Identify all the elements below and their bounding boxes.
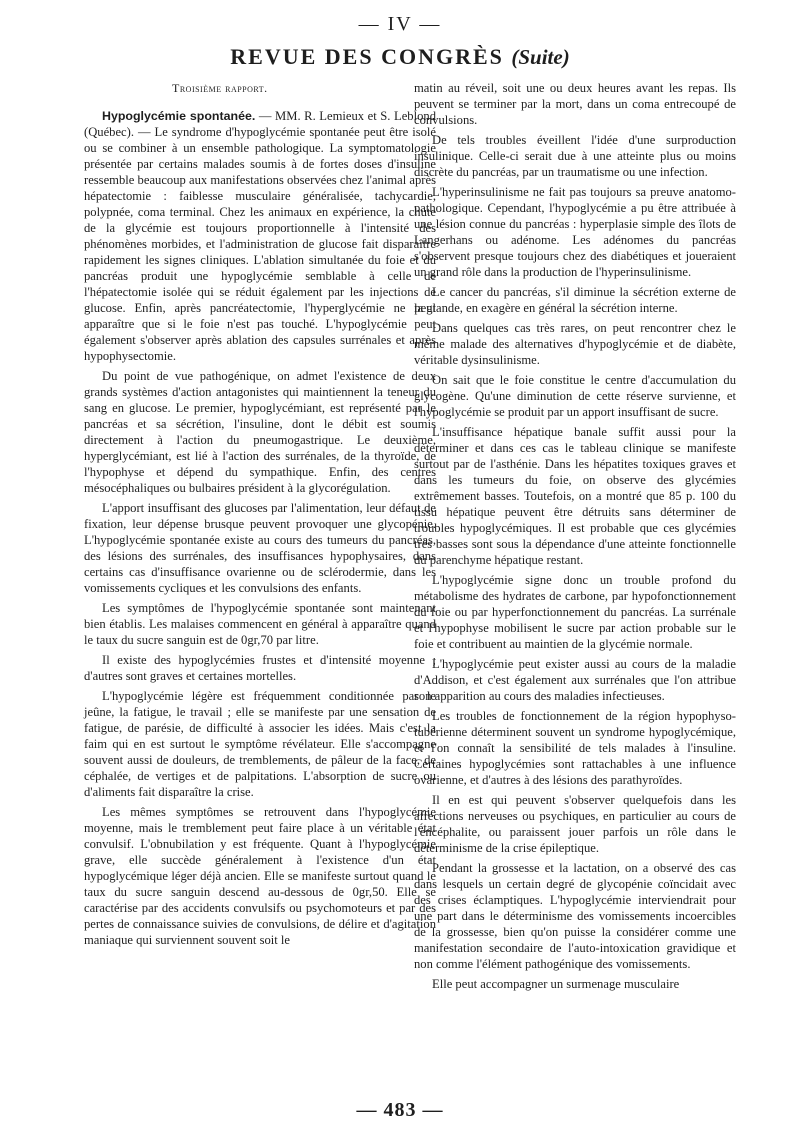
paragraph: Il existe des hypoglycémies frustes et d'intensité moyenne ; d'autres sont graves et certaines mortelles. bbox=[84, 653, 436, 683]
section-label: Troisième rapport. bbox=[172, 81, 268, 95]
paragraph: L'hypoglycémie signe donc un trouble profond du métabolisme des hydrates de carbone, par hypofonctionnement du foie ou par hyperfonctionnement du pancréas. La surrénale et l'hypophyse mobilisent le sucre par action probable sur le foie et contribuent au maintien de la glycémie normale. bbox=[414, 573, 736, 651]
paragraph: Les mêmes symptômes se retrouvent dans l'hypoglycémie moyenne, mais le tremblement peut faire place à un véritable état convulsif. L'obnubilation y est fréquente. Quant à l'hypoglycémie grave, elle succède généralement à l'existence d'un état hypoglycémique léger déjà ancien. Elle se manifeste surtout quand le taux du sucre sanguin descend au-dessous de 0gr,50. Elle se caractérise par des accidents convulsifs ou psychomoteurs et par des pertes de connaissance suivies de convulsions, de délire et d'agitation maniaque qui surviennent souvent soit le bbox=[84, 805, 436, 947]
page-title-suffix: (Suite) bbox=[511, 45, 570, 69]
paragraph: De tels troubles éveillent l'idée d'une surproduction insulinique. Celle-ci serait due à une atteinte plus ou moins discrète du pancréas, par un traumatisme ou une infection. bbox=[414, 133, 736, 179]
paragraph-text: — MM. R. Lemieux et S. Leblond (Québec). — Le syndrome d'hypoglycémie spontanée peut être isolé ou se combiner à un ensemble pathologique. La symptomatologie présentée par certains malades soumis à de fortes doses d'insuline ressemble beaucoup aux manifestations observées chez l'animal après hépatectomie : faiblesse musculaire généralisée, tachycardie, polypnée, coma terminal. Chez les animaux en expérience, la chute de la glycémie est toujours proportionnelle à l'intensité des phénomènes morbides, et l'administration de glucose fait disparaître rapidement les signes cliniques. L'ablation simultanée du foie et du pancréas produit une hypoglycémie semblable à celle de l'hépatectomie isolée qui se réduit également par les injections de glucose. Enfin, après pancréatectomie, l'hyperglycémie ne peut apparaître que si le foie n'est pas touché. L'hypoglycémie peut également s'observer après ablation des capsules surrénales et après hypophysectomie. bbox=[84, 109, 436, 363]
right-column bbox=[414, 80, 736, 996]
paragraph: Pendant la grossesse et la lactation, on a observé des cas dans lesquels un certain degré de glycopénie coïncidait avec des crises éclamptiques. L'hypoglycémie interviendrait pour une part dans le déterminisme des vomissements incoercibles de la grossesse, bien qu'on puisse la considérer comme une manifestation secondaire de l'auto-intoxication gravidique et non comme l'élément pathogénique des vomissements. bbox=[414, 861, 736, 971]
paragraph: L'hypoglycémie peut exister aussi au cours de la maladie d'Addison, et c'est également aux surrénales que l'on attribue son apparition au cours des maladies infectieuses. bbox=[414, 657, 736, 703]
paragraph: On sait que le foie constitue le centre d'accumulation du glycogène. Qu'une diminution de cette réserve survienne, et l'hypoglycémie se produit par un apport insuffisant de sucre. bbox=[414, 373, 736, 419]
paragraph: L'apport insuffisant des glucoses par l'alimentation, leur défaut de fixation, leur dépense brusque peuvent provoquer une glycopénie. L'hypoglycémie spontanée existe au cours des tumeurs du pancréas, des lésions des surrénales, des insuffisances hypophysaires, dans certains cas d'insuffisance ovarienne ou de sclérodermie, dans les vomissements cycliques et les convulsions des enfants. bbox=[84, 501, 436, 595]
paragraph: L'hyperinsulinisme ne fait pas toujours sa preuve anatomo-pathologique. Cependant, l'hypoglycémie a pu être attribuée à une lésion connue du pancréas : hyperplasie simple des îlots de Langerhans ou adénome. Les adénomes du pancréas s'observent presque toujours chez des diabétiques et joueraient un grand rôle dans la production de l'hyperinsulinisme. bbox=[414, 185, 736, 279]
paragraph: Il en est qui peuvent s'observer quelquefois dans les affections nerveuses ou psychiques, en particulier au cours de l'encéphalite, ou paraissent jouer parfois un rôle dans le déterminisme de la crise épileptique. bbox=[414, 793, 736, 855]
paragraph bbox=[84, 108, 436, 364]
page-title-main: REVUE DES CONGRÈS bbox=[230, 44, 504, 69]
paragraph: Elle peut accompagner un surmenage musculaire bbox=[432, 977, 680, 991]
paragraph: L'insuffisance hépatique banale suffit aussi pour la déterminer et dans ces cas le tableau clinique se manifeste surtout par de l'asthénie. Dans les hépatites toxiques graves et dans les tumeurs du foie, on observe des glycémies extrêmement basses. Toutefois, on a montré que 85 p. 100 du tissu hépatique peuvent être détruits sans déterminer de troubles hypoglycémiques. Il est probable que ces glycémies très basses sont sous la dépendance d'une atteinte fonctionnelle du parenchyme hépatique restant. bbox=[414, 425, 736, 567]
paragraph: L'hypoglycémie légère est fréquemment conditionnée par le jeûne, la fatigue, le travail ; elle se manifeste par une sensation de fatigue, de parésie, de difficulté à associer les idées. Mais c'est la faim qui en est surtout le symptôme révélateur. Elle s'accompagne souvent aussi de douleurs, de tremblements, de pâleur de la face, de céphalée, de vertiges et de palpitations. L'absorption de sucre ou d'aliments fait disparaître la crise. bbox=[84, 689, 436, 799]
paragraph: Du point de vue pathogénique, on admet l'existence de deux grands systèmes d'action antagonistes qui maintiennent la teneur du sang en glucose. Le premier, hypoglycémiant, est représenté par le pancréas et sa sécrétion, l'insuline, dont le débit est soumis directement à l'action du pneumogastrique. Le deuxième, hyperglycémiant, est lié à l'action des surrénales, de la thyroïde, de l'hypophyse et dépend du sympathique. Enfin, des centres mésocéphaliques ou bulbaires président à la glycorégulation. bbox=[84, 369, 436, 495]
left-column bbox=[84, 80, 436, 952]
paragraph-continuation: matin au réveil, soit une ou deux heures avant les repas. Ils peuvent se terminer par la mort, dans un coma entrecoupé de convulsions. bbox=[414, 81, 736, 127]
paragraph: Dans quelques cas très rares, on peut rencontrer chez le même malade des alternatives d'hypoglycémie et de diabète, véritable dysinsulinisme. bbox=[414, 321, 736, 367]
article-title: Hypoglycémie spontanée. bbox=[102, 109, 256, 123]
paragraph: Les troubles de fonctionnement de la région hypophyso-tubérienne déterminent souvent un syndrome hypoglycémique, et l'on connaît la sensibilité de tels malades à l'insuline. Certaines hypoglycémies sont rattachables à une influence ovarienne, et d'autres à des lésions des parathyroïdes. bbox=[414, 709, 736, 787]
page-title bbox=[0, 44, 800, 70]
page-number: — 483 — bbox=[356, 1099, 444, 1121]
paragraph: Les symptômes de l'hypoglycémie spontanée sont maintenant bien établis. Les malaises commencent en général à apparaître quand le taux du sucre sanguin est de 0gr,70 par litre. bbox=[84, 601, 436, 647]
paragraph: Le cancer du pancréas, s'il diminue la sécrétion externe de la glande, en exagère en général la sécrétion interne. bbox=[414, 285, 736, 315]
section-number: — IV — bbox=[358, 13, 442, 35]
